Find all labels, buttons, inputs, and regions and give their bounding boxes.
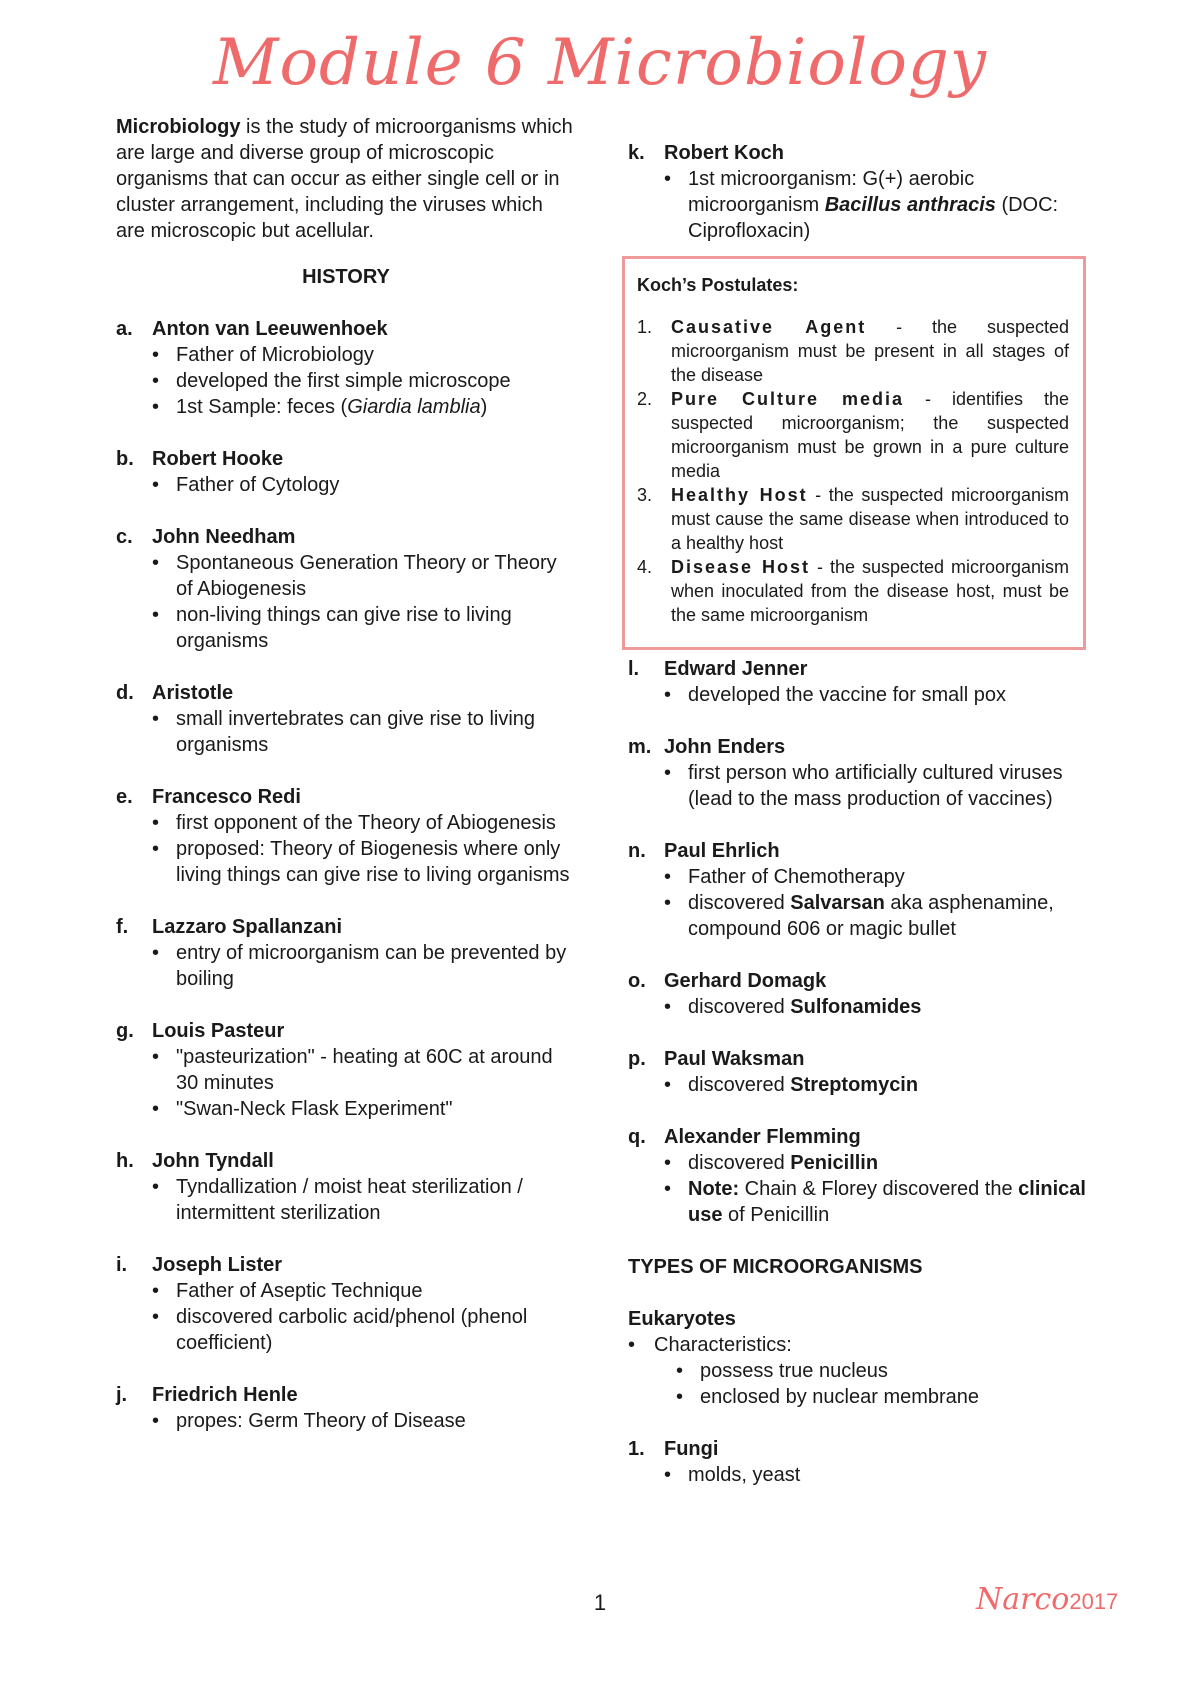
drug-name: Streptomycin xyxy=(790,1074,919,1096)
postulate-number: 1. xyxy=(637,317,653,337)
entry-letter: p. xyxy=(628,1048,646,1070)
bullet-text: Characteristics: xyxy=(654,1334,792,1356)
page-title: Module 6 Microbiology xyxy=(212,26,988,100)
history-entry xyxy=(116,784,576,888)
bullet-item xyxy=(628,1332,1090,1410)
entry-letter: o. xyxy=(628,970,646,992)
bullet-item: • proposed: Theory of Biogenesis where only living things can give rise to living organisms xyxy=(152,836,576,888)
bullet-item xyxy=(664,1072,1090,1098)
history-entry xyxy=(628,1124,1090,1228)
note-label: Note: xyxy=(688,1178,740,1200)
bullet-text: (DOC: Ciprofloxacin) xyxy=(688,194,1059,242)
entry-letter: j. xyxy=(116,1384,128,1406)
postulate-number: 4. xyxy=(637,557,653,577)
bullet-text: discovered xyxy=(688,996,791,1018)
history-entry xyxy=(116,316,576,420)
emphasis-text: clinical use xyxy=(688,1178,1086,1226)
bullet-item xyxy=(664,1176,1090,1228)
entry-name: Aristotle xyxy=(152,682,234,704)
bullet-item: • "Swan-Neck Flask Experiment" xyxy=(152,1096,576,1122)
entry-letter: d. xyxy=(116,682,134,704)
types-heading: TYPES OF MICROORGANISMS xyxy=(628,1256,923,1278)
bullet-item: • "pasteurization" - heating at 60C at around 30 minutes xyxy=(152,1044,576,1096)
bullet-text: 1st microorganism: G(+) aerobic microorganism xyxy=(688,168,975,216)
bullet-item: • entry of microorganism can be prevented by boiling xyxy=(152,940,576,992)
postulate-text: - the suspected microorganism when inoculated from the disease host, must be the same microorganism xyxy=(671,557,1069,625)
bullet-item: • developed the vaccine for small pox xyxy=(664,682,1090,708)
bullet-item xyxy=(664,166,1090,244)
bullet-item xyxy=(152,394,576,420)
bullet-item: • non-living things can give rise to living organisms xyxy=(152,602,576,654)
entry-name: Robert Koch xyxy=(664,142,784,164)
entry-letter: n. xyxy=(628,840,646,862)
entry-letter: c. xyxy=(116,526,133,548)
bullet-item: • discovered carbolic acid/phenol (phenol coefficient) xyxy=(152,1304,576,1356)
history-entry xyxy=(116,1018,576,1122)
bullet-item: • Tyndallization / moist heat sterilization / intermittent sterilization xyxy=(152,1174,576,1226)
entry-letter: g. xyxy=(116,1020,134,1042)
entry-letter: a. xyxy=(116,318,133,340)
entry-name: John Tyndall xyxy=(152,1150,274,1172)
entry-number: 1. xyxy=(628,1438,645,1460)
bullet-text: discovered xyxy=(688,1152,791,1174)
entry-name: Joseph Lister xyxy=(152,1254,283,1276)
entry-name: Paul Waksman xyxy=(664,1048,805,1070)
postulate-number: 3. xyxy=(637,485,653,505)
eukaryotes-heading: Eukaryotes xyxy=(628,1308,736,1330)
entry-name: John Needham xyxy=(152,526,296,548)
entry-letter: e. xyxy=(116,786,133,808)
right-column xyxy=(628,140,1090,1514)
entry-letter: q. xyxy=(628,1126,646,1148)
history-entry xyxy=(628,838,1090,942)
postulate-item xyxy=(637,315,1069,387)
postulate-title: Causative Agent xyxy=(671,317,867,337)
intro-term: Microbiology xyxy=(116,116,241,138)
bullet-text: discovered xyxy=(688,1074,791,1096)
history-entry xyxy=(116,1148,576,1226)
history-heading: HISTORY xyxy=(302,266,390,288)
entry-name: Louis Pasteur xyxy=(152,1020,285,1042)
bullet-text: 1st Sample: feces ( xyxy=(176,396,348,418)
postulate-title: Healthy Host xyxy=(671,485,808,505)
left-column xyxy=(116,114,576,1460)
author-signature xyxy=(976,1582,1118,1617)
postulate-item xyxy=(637,555,1069,627)
bullet-item: • first person who artificially cultured viruses (lead to the mass production of vaccines) xyxy=(664,760,1090,812)
bullet-text: of Penicillin xyxy=(722,1204,830,1226)
entry-letter: k. xyxy=(628,142,645,164)
bullet-item: • Father of Chemotherapy xyxy=(664,864,1090,890)
postulate-text: - identifies the suspected microorganism; the suspected microorganism must be grown in a pure culture media xyxy=(671,389,1069,481)
history-entry xyxy=(628,140,1090,244)
species-name: Giardia lamblia xyxy=(347,396,481,418)
entry-name: Francesco Redi xyxy=(152,786,301,808)
history-entry xyxy=(116,914,576,992)
history-entry xyxy=(628,734,1090,812)
entry-name: Paul Ehrlich xyxy=(664,840,780,862)
bullet-text: discovered xyxy=(688,892,791,914)
postulate-text: - the suspected microorganism must cause the same disease when introduced to a healthy host xyxy=(671,485,1069,553)
history-entry xyxy=(116,524,576,654)
history-entry xyxy=(628,968,1090,1020)
entry-name: Lazzaro Spallanzani xyxy=(152,916,343,938)
bullet-text: aka asphenamine, compound 606 or magic bullet xyxy=(688,892,1054,940)
bullet-item: • Father of Microbiology xyxy=(152,342,576,368)
drug-name: Salvarsan xyxy=(790,892,885,914)
entry-name: Anton van Leeuwenhoek xyxy=(152,318,388,340)
bullet-item xyxy=(664,890,1090,942)
eukaryotes-section xyxy=(628,1306,1090,1410)
entry-letter: b. xyxy=(116,448,134,470)
bullet-item xyxy=(664,1150,1090,1176)
entry-name: Alexander Flemming xyxy=(664,1126,861,1148)
bullet-item xyxy=(664,994,1090,1020)
postulate-item xyxy=(637,483,1069,555)
history-entry xyxy=(116,446,576,498)
bullet-text: Chain & Florey discovered the xyxy=(739,1178,1019,1200)
postulate-text: - the suspected microorganism must be present in all stages of the disease xyxy=(671,317,1069,385)
species-name: Bacillus anthracis xyxy=(824,194,996,216)
entry-name: Edward Jenner xyxy=(664,658,808,680)
postulates-title: Koch’s Postulates: xyxy=(637,275,799,295)
bullet-item: • molds, yeast xyxy=(664,1462,1090,1488)
entry-name: Robert Hooke xyxy=(152,448,284,470)
postulate-number: 2. xyxy=(637,389,653,409)
entry-name: Gerhard Domagk xyxy=(664,970,827,992)
signature-name: Narco xyxy=(976,1582,1070,1617)
intro-paragraph xyxy=(116,114,576,244)
kochs-postulates-box xyxy=(622,256,1086,650)
bullet-item: • propes: Germ Theory of Disease xyxy=(152,1408,576,1434)
history-entry xyxy=(116,680,576,758)
drug-name: Sulfonamides xyxy=(790,996,922,1018)
bullet-item: • developed the first simple microscope xyxy=(152,368,576,394)
entry-letter: f. xyxy=(116,916,129,938)
history-entry xyxy=(116,1382,576,1434)
entry-name: John Enders xyxy=(664,736,786,758)
bullet-item: • Spontaneous Generation Theory or Theory of Abiogenesis xyxy=(152,550,576,602)
history-entry xyxy=(628,656,1090,708)
bullet-item: • first opponent of the Theory of Abiogenesis xyxy=(152,810,576,836)
entry-name: Fungi xyxy=(664,1438,719,1460)
bullet-item: • possess true nucleus xyxy=(676,1358,1090,1384)
postulate-title: Pure Culture media xyxy=(671,389,904,409)
entry-name: Friedrich Henle xyxy=(152,1384,298,1406)
intro-text: is the study of microorganisms which are large and diverse group of microscopic organisms that can occur as either single cell or in cluster arrangement, including the viruses which are microscopic but acellular. xyxy=(116,116,573,242)
bullet-item: • Father of Aseptic Technique xyxy=(152,1278,576,1304)
history-entry xyxy=(116,1252,576,1356)
entry-letter: h. xyxy=(116,1150,134,1172)
bullet-item: • enclosed by nuclear membrane xyxy=(676,1384,1090,1410)
fungi-section xyxy=(628,1436,1090,1488)
postulate-item xyxy=(637,387,1069,483)
signature-year: 2017 xyxy=(1069,1589,1119,1614)
bullet-item: • Father of Cytology xyxy=(152,472,576,498)
entry-letter: i. xyxy=(116,1254,128,1276)
bullet-item: • small invertebrates can give rise to living organisms xyxy=(152,706,576,758)
page-number: 1 xyxy=(593,1590,607,1615)
entry-letter: l. xyxy=(628,658,640,680)
postulate-title: Disease Host xyxy=(671,557,811,577)
entry-letter: m. xyxy=(628,736,652,758)
history-entry xyxy=(628,1046,1090,1098)
bullet-text: ) xyxy=(480,396,488,418)
drug-name: Penicillin xyxy=(790,1152,879,1174)
